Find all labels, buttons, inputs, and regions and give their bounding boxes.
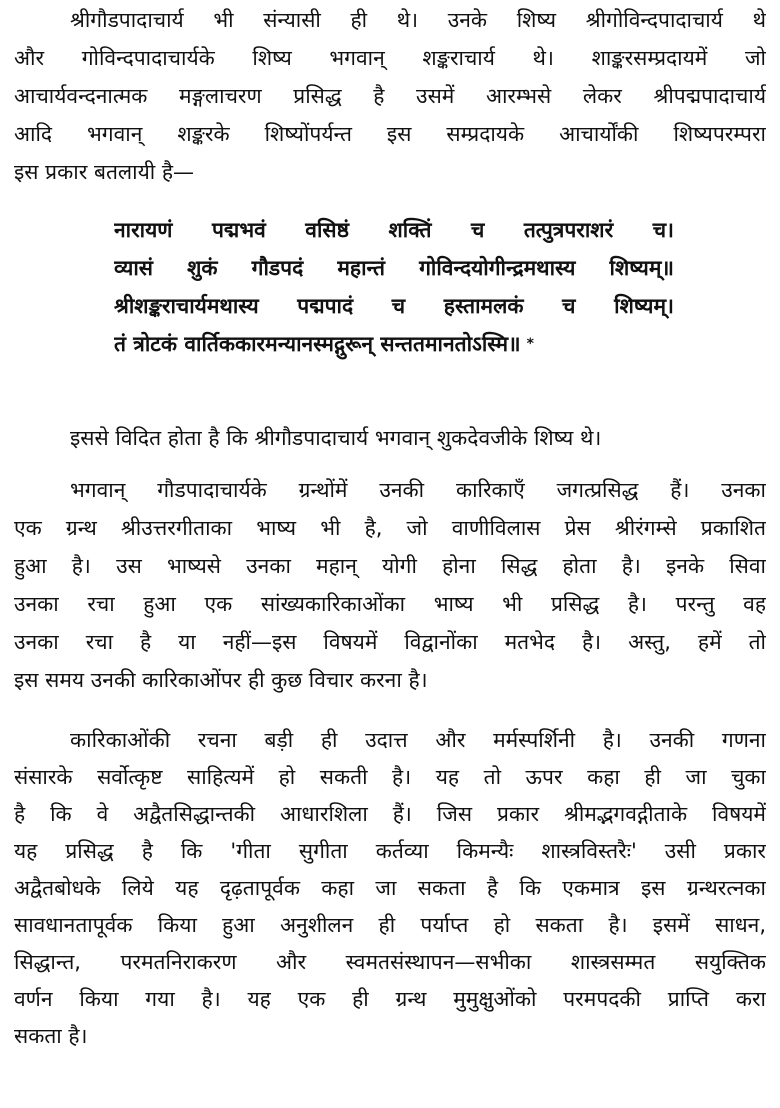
text-line (14, 39, 766, 77)
text-line (14, 870, 766, 907)
line-text: आदि भगवान् शङ्करके शिष्योंपर्यन्त इस सम्प्रदायके आचार्योंकी शिष्यपरम्परा (14, 122, 766, 146)
text-line (14, 1, 766, 39)
text-line (14, 509, 766, 547)
text-line (114, 211, 674, 249)
text-line (114, 325, 674, 363)
line-text: इस प्रकार बतलायी है— (14, 160, 195, 184)
text-line (14, 833, 766, 870)
text-line (14, 907, 766, 944)
line-text: और गोविन्दपादाचार्यके शिष्य भगवान् शङ्कराचार्य थे। शाङ्करसम्प्रदायमें जो (14, 46, 766, 70)
line-text: श्रीशङ्कराचार्यमथास्य पद्मपादं च हस्तामलकं च शिष्यम्। (114, 294, 674, 318)
line-text: है कि वे अद्वैतसिद्धान्तकी आधारशिला हैं। जिस प्रकार श्रीमद्भगवद्गीताके विषयमें (14, 802, 766, 826)
line-text: एक ग्रन्थ श्रीउत्तरगीताका भाष्य भी है, जो वाणीविलास प्रेस श्रीरंगम्से प्रकाशित (14, 516, 766, 540)
text-line (14, 419, 766, 457)
text-line (114, 287, 674, 325)
line-text: वर्णन किया गया है। यह एक ही ग्रन्थ मुमुक्षुओंको परमपदकी प्राप्ति करा (14, 987, 766, 1011)
sanskrit-verse (14, 211, 674, 363)
text-line (14, 1018, 766, 1055)
text-line (14, 115, 766, 153)
line-text: नारायणं पद्मभवं वसिष्ठं शक्तिं च तत्पुत्रपराशरं च। (114, 218, 674, 242)
line-text: संसारके सर्वोत्कृष्ट साहित्यमें हो सकती है। यह तो ऊपर कहा ही जा चुका (14, 765, 766, 789)
line-text: भगवान् गौडपादाचार्यके ग्रन्थोंमें उनकी कारिकाएँ जगत्प्रसिद्ध हैं। उनका (70, 478, 766, 502)
line-text: यह प्रसिद्ध है कि 'गीता सुगीता कर्तव्या किमन्यैः शास्त्रविस्तरैः' उसी प्रकार (14, 839, 766, 863)
line-text: उनका रचा है या नहीं—इस विषयमें विद्वानोंका मतभेद है। अस्तु, हमें तो (14, 630, 766, 654)
text-line (14, 623, 766, 661)
line-text: श्रीगौडपादाचार्य भी संन्यासी ही थे। उनके शिष्य श्रीगोविन्दपादाचार्य थे (70, 8, 766, 32)
document-page (14, 1, 766, 1055)
text-line (14, 153, 766, 191)
line-text: सकता है। (14, 1024, 88, 1048)
paragraph-works (14, 471, 766, 699)
text-line (14, 77, 766, 115)
line-text: कारिकाओंकी रचना बड़ी ही उदात्त और मर्मस्पर्शिनी है। उनकी गणना (70, 728, 766, 752)
paragraph-conclusion (14, 419, 766, 457)
text-line (14, 796, 766, 833)
text-line (14, 759, 766, 796)
text-line (14, 585, 766, 623)
text-line (14, 722, 766, 759)
text-line (14, 547, 766, 585)
text-line (14, 661, 766, 699)
line-text: सिद्धान्त, परमतनिराकरण और स्वमतसंस्थापन—सभीका शास्त्रसम्मत सयुक्तिक (14, 950, 766, 974)
paragraph-lineage (14, 1, 766, 191)
footnote-marker: * (526, 336, 534, 352)
line-text: हुआ है। उस भाष्यसे उनका महान् योगी होना सिद्ध होता है। इनके सिवा (14, 554, 766, 578)
paragraph-karika (14, 722, 766, 1055)
text-line (114, 249, 674, 287)
line-text: इससे विदित होता है कि श्रीगौडपादाचार्य भगवान् शुकदेवजीके शिष्य थे। (70, 426, 602, 450)
line-text: इस समय उनकी कारिकाओंपर ही कुछ विचार करना है। (14, 668, 428, 692)
text-line (14, 471, 766, 509)
line-text: आचार्यवन्दनात्मक मङ्गलाचरण प्रसिद्ध है उसमें आरम्भसे लेकर श्रीपद्मपादाचार्य (14, 84, 766, 108)
line-text: सावधानतापूर्वक किया हुआ अनुशीलन ही पर्याप्त हो सकता है। इसमें साधन, (14, 913, 766, 937)
line-text: तं त्रोटकं वार्तिककारमन्यानस्मद्गुरून् सन्ततमानतोऽस्मि॥ (114, 332, 521, 356)
text-line (14, 944, 766, 981)
line-text: उनका रचा हुआ एक सांख्यकारिकाओंका भाष्य भी प्रसिद्ध है। परन्तु वह (14, 592, 766, 616)
line-text: अद्वैतबोधके लिये यह दृढ़तापूर्वक कहा जा सकता है कि एकमात्र इस ग्रन्थरत्नका (14, 876, 766, 900)
line-text: व्यासं शुकं गौडपदं महान्तं गोविन्दयोगीन्द्रमथास्य शिष्यम्॥ (114, 256, 674, 280)
text-line (14, 981, 766, 1018)
